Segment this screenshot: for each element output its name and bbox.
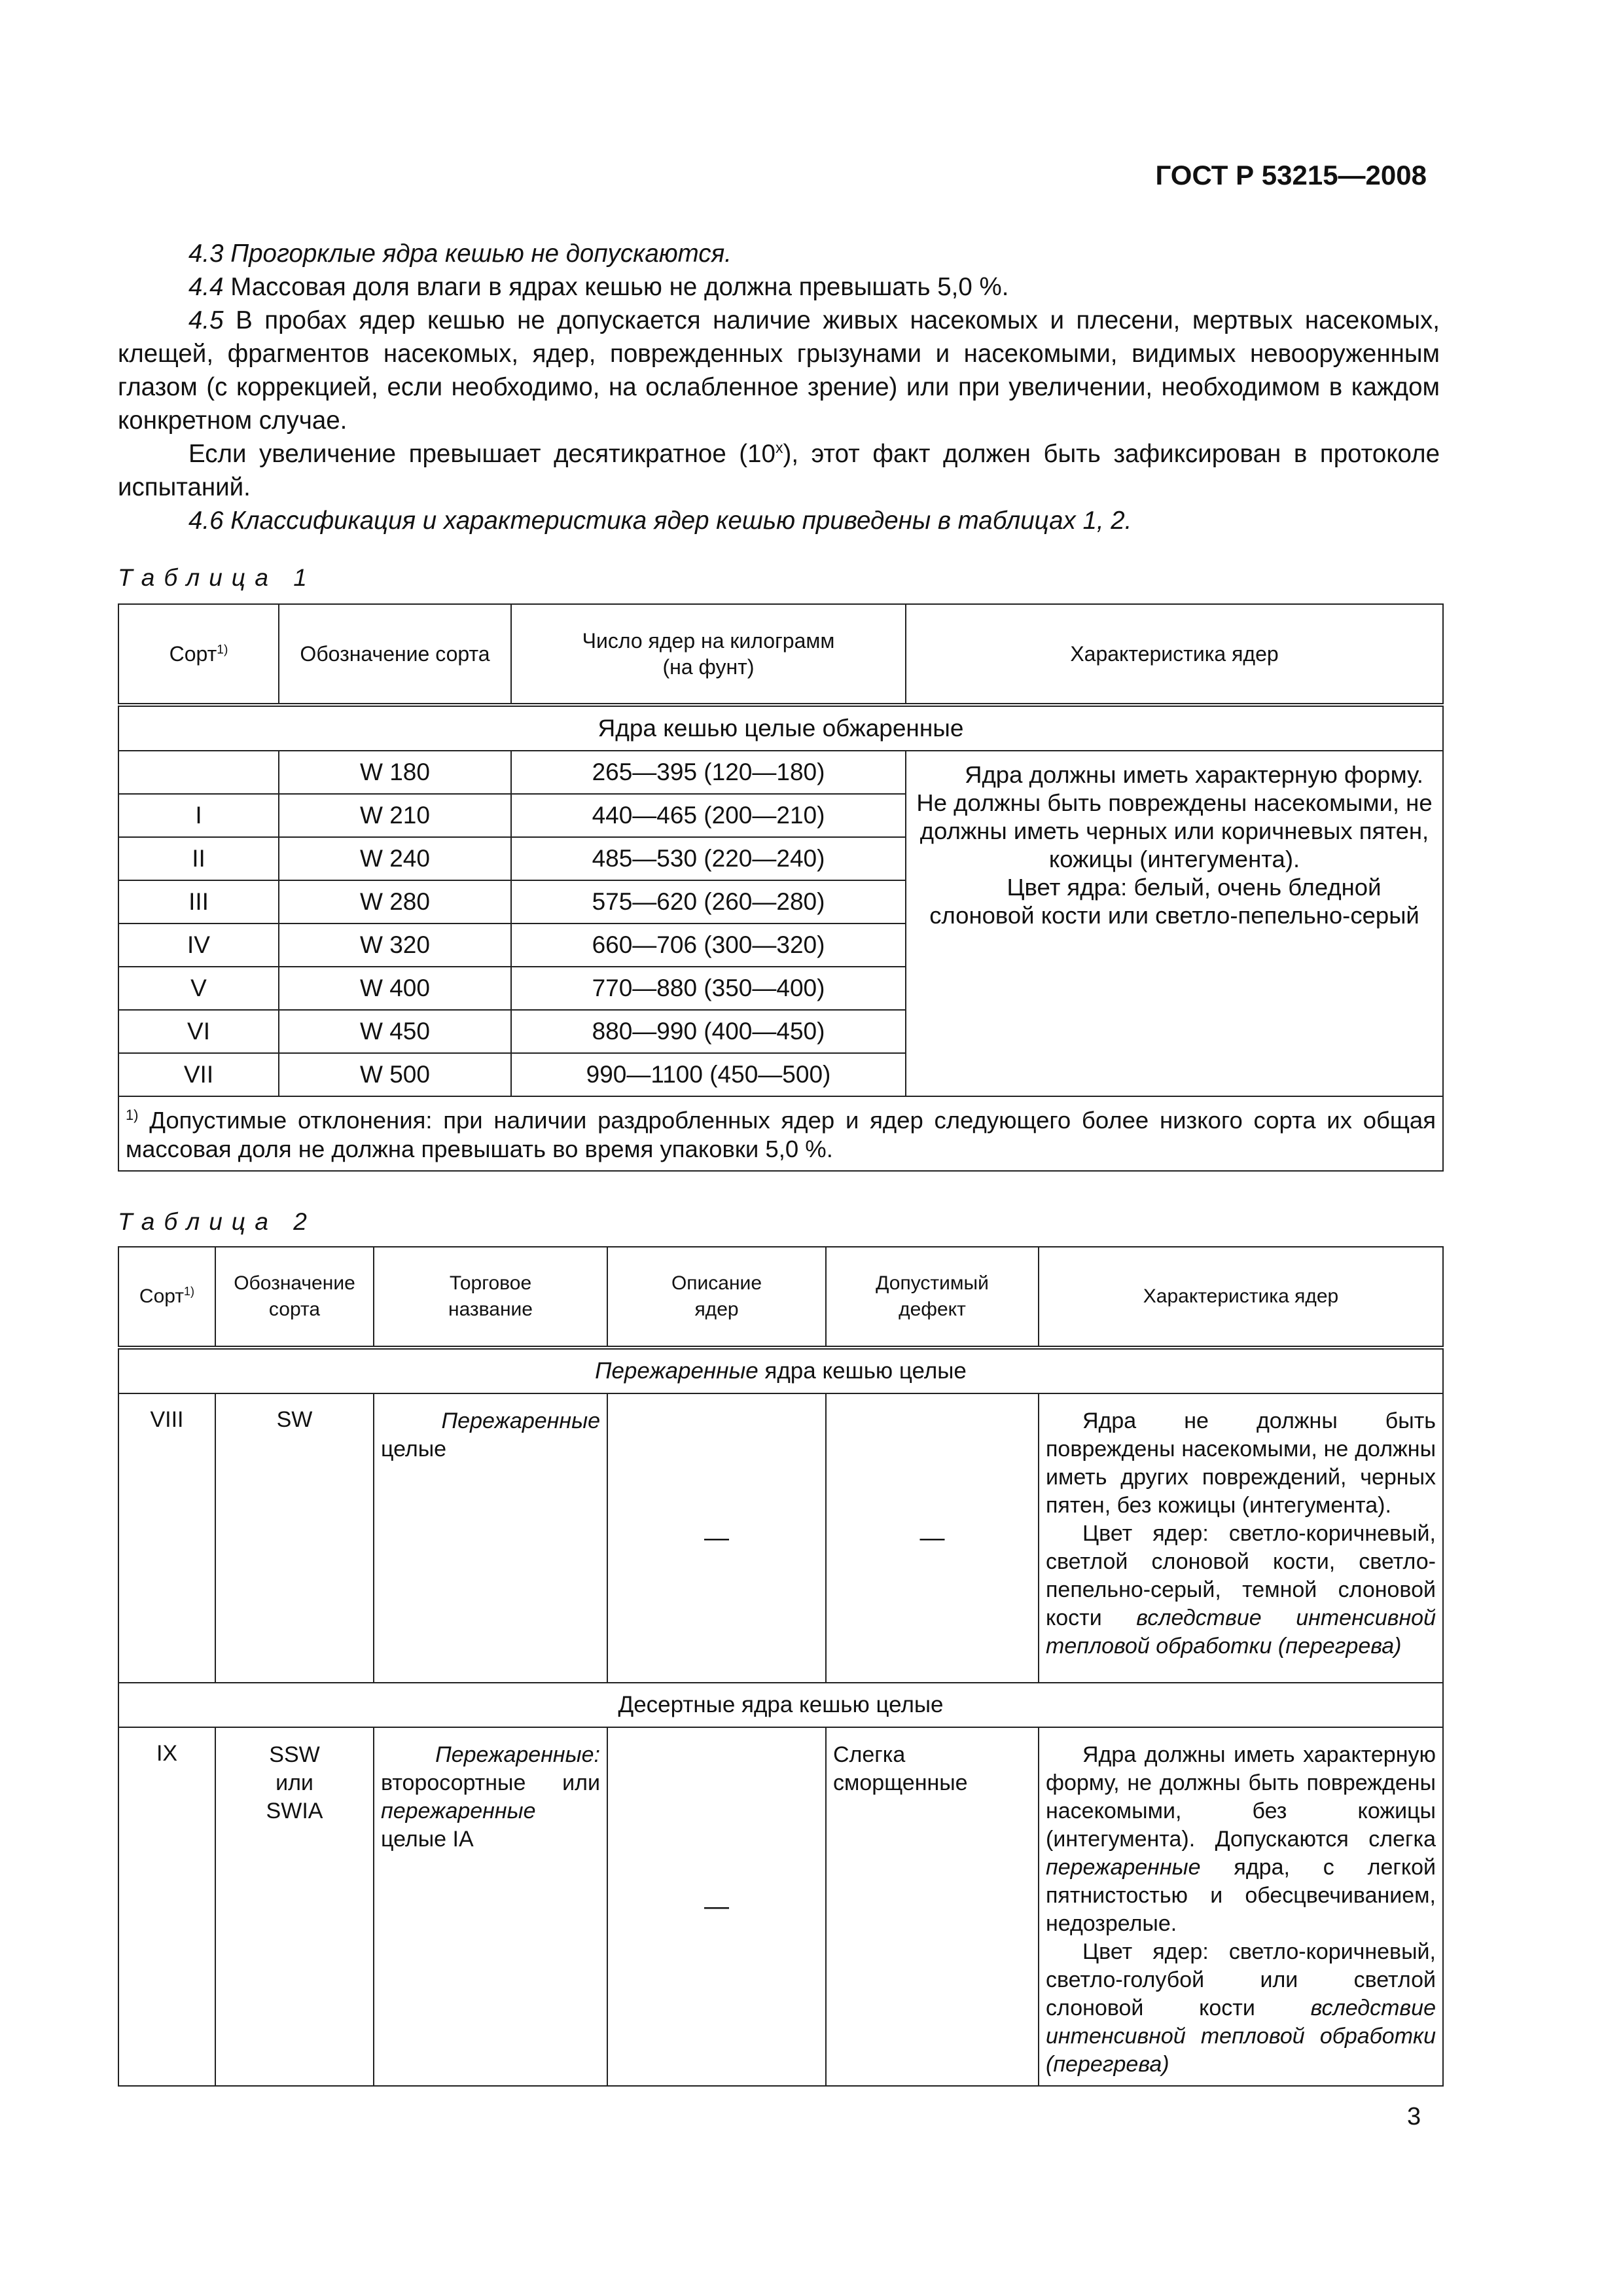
- table-row: [118, 1393, 1443, 1683]
- table2-cell-characteristic: Ядра не должны быть повреждены насекомыми, не должны иметь других повреждений, черных пятен, без кожицы (интегумента). Цвет ядер: светло-коричневый, светлой слоновой кости, светло-пепельно-серый, темной слоновой кости вследствие интенсивной тепловой обработки (перегрева): [1039, 1393, 1443, 1683]
- table2-cell-description: —: [607, 1393, 826, 1683]
- table1-header-grade: Сорт$^{1)}$: [118, 604, 279, 705]
- paragraph-4-6: 4.6 Классификация и характеристика ядер кешью приведены в таблицах 1, 2.: [188, 507, 1132, 535]
- table1-cell-designation: W 320: [279, 924, 511, 967]
- table2-cell-defect: Слегка сморщенные: [826, 1727, 1039, 2086]
- table2-cell-trade-name: Пережаренные целые: [374, 1393, 607, 1683]
- table1-section-row: [118, 705, 1443, 751]
- table1-cell-designation: W 210: [279, 794, 511, 837]
- table1-cell-grade: VII: [118, 1053, 279, 1096]
- table1-cell-count: 880—990 (400—450): [511, 1010, 906, 1053]
- page-number: 3: [1407, 2103, 1421, 2130]
- table2-cell-designation: SW: [215, 1393, 374, 1683]
- table1-cell-count: 990—1100 (450—500): [511, 1053, 906, 1096]
- table1-footnote-row: [118, 1096, 1443, 1171]
- table2-header-grade: Сорт$^{1)}$: [118, 1247, 215, 1348]
- table1-cell-count: 770—880 (350—400): [511, 967, 906, 1010]
- table1-header-count: Число ядер на килограмм (на фунт): [511, 604, 906, 705]
- table1-cell-characteristic: Ядра должны иметь характерную форму. Не должны быть повреждены насекомыми, не должны иметь черных или коричневых пятен, кожицы (интегумента). Цвет ядра: белый, очень бледной слоновой кости или светло-пепельно-серый: [906, 751, 1443, 1096]
- table1-cell-count: 660—706 (300—320): [511, 924, 906, 967]
- table1-cell-grade: VI: [118, 1010, 279, 1053]
- table2-header-characteristic: Характеристика ядер: [1039, 1247, 1443, 1348]
- table1-cell-grade: [118, 751, 279, 794]
- table2-caption: Таблица 2: [118, 1208, 316, 1235]
- table1-cell-designation: W 180: [279, 751, 511, 794]
- table2: [118, 1246, 1444, 2087]
- table2-cell-characteristic: Ядра должны иметь характерную форму, не должны быть повреждены насекомыми, без кожицы (интегумента). Допускаются слегка пережаренные ядра, с легкой пятнистостью и обесцвечиванием, недозрелые. Цвет ядер: светло-коричневый, светло-голубой или светлой слоновой кости вследствие интенсивной тепловой обработки (перегрева): [1039, 1727, 1443, 2086]
- table2-header-trade-name: Торговое название: [374, 1247, 607, 1348]
- paragraph-4-4: 4.4 Массовая доля влаги в ядрах кешью не должна превышать 5,0 %.: [188, 273, 1009, 301]
- table1-cell-count: 265—395 (120—180): [511, 751, 906, 794]
- table2-cell-trade-name: Пережаренные: второсортные или пережаренные целые IA: [374, 1727, 607, 2086]
- table1-cell-grade: II: [118, 837, 279, 880]
- table2-cell-grade: IX: [118, 1727, 215, 2086]
- table-row: [118, 751, 1443, 794]
- body-text: [118, 237, 1440, 537]
- table1-caption: Таблица 1: [118, 564, 316, 591]
- table2-section-dessert: Десертные ядра кешью целые: [118, 1683, 1443, 1727]
- table2-header-row: [118, 1247, 1443, 1348]
- table2-cell-defect: —: [826, 1393, 1039, 1683]
- table1-cell-grade: V: [118, 967, 279, 1010]
- table2-cell-designation: SSW или SWIA: [215, 1727, 374, 2086]
- paragraph-4-5: 4.5 В пробах ядер кешью не допускается наличие живых насекомых и плесени, мертвых насекомых, клещей, фрагментов насекомых, ядер, поврежденных грызунами и насекомыми, видимых невооруженным глазом (с коррекцией, если необходимо, на ослабленное зрение) или при увеличении, необходимом в каждом конкретном случае.: [118, 306, 1440, 435]
- table2-header-designation: Обозначение сорта: [215, 1247, 374, 1348]
- table1-header-designation: Обозначение сорта: [279, 604, 511, 705]
- table1-section-title: Ядра кешью целые обжаренные: [118, 705, 1443, 751]
- table1-cell-designation: W 450: [279, 1010, 511, 1053]
- table1-cell-count: 485—530 (220—240): [511, 837, 906, 880]
- table1-cell-designation: W 400: [279, 967, 511, 1010]
- table1-cell-grade: III: [118, 880, 279, 924]
- table2-cell-grade: VIII: [118, 1393, 215, 1683]
- table1-header-row: [118, 604, 1443, 705]
- paragraph-4-3: 4.3 Прогорклые ядра кешью не допускаются.: [188, 240, 732, 268]
- table2-section-overroasted: Пережаренные ядра кешью целые: [118, 1348, 1443, 1393]
- table1: [118, 603, 1444, 1172]
- table1-cell-grade: IV: [118, 924, 279, 967]
- table1-cell-designation: W 500: [279, 1053, 511, 1096]
- table2-header-defect: Допустимый дефект: [826, 1247, 1039, 1348]
- table1-cell-designation: W 240: [279, 837, 511, 880]
- table1-cell-designation: W 280: [279, 880, 511, 924]
- document-code: ГОСТ Р 53215—2008: [1155, 160, 1427, 190]
- table2-section-row: [118, 1683, 1443, 1727]
- table2-header-description: Описание ядер: [607, 1247, 826, 1348]
- table1-header-characteristic: Характеристика ядер: [906, 604, 1443, 705]
- table-row: [118, 1727, 1443, 2086]
- table2-cell-description: —: [607, 1727, 826, 2086]
- table2-section-row: [118, 1348, 1443, 1393]
- table1-cell-grade: I: [118, 794, 279, 837]
- table1-cell-count: 575—620 (260—280): [511, 880, 906, 924]
- table1-footnote: $^{1)}$ Допустимые отклонения: при наличии раздробленных ядер и ядер следующего более низкого сорта их общая массовая доля не должна превышать во время упаковки 5,0 %.: [118, 1096, 1443, 1171]
- paragraph-magnification: Если увеличение превышает десятикратное (10$^x$), этот факт должен быть зафиксирован в протоколе испытаний.: [118, 439, 1440, 501]
- table1-cell-count: 440—465 (200—210): [511, 794, 906, 837]
